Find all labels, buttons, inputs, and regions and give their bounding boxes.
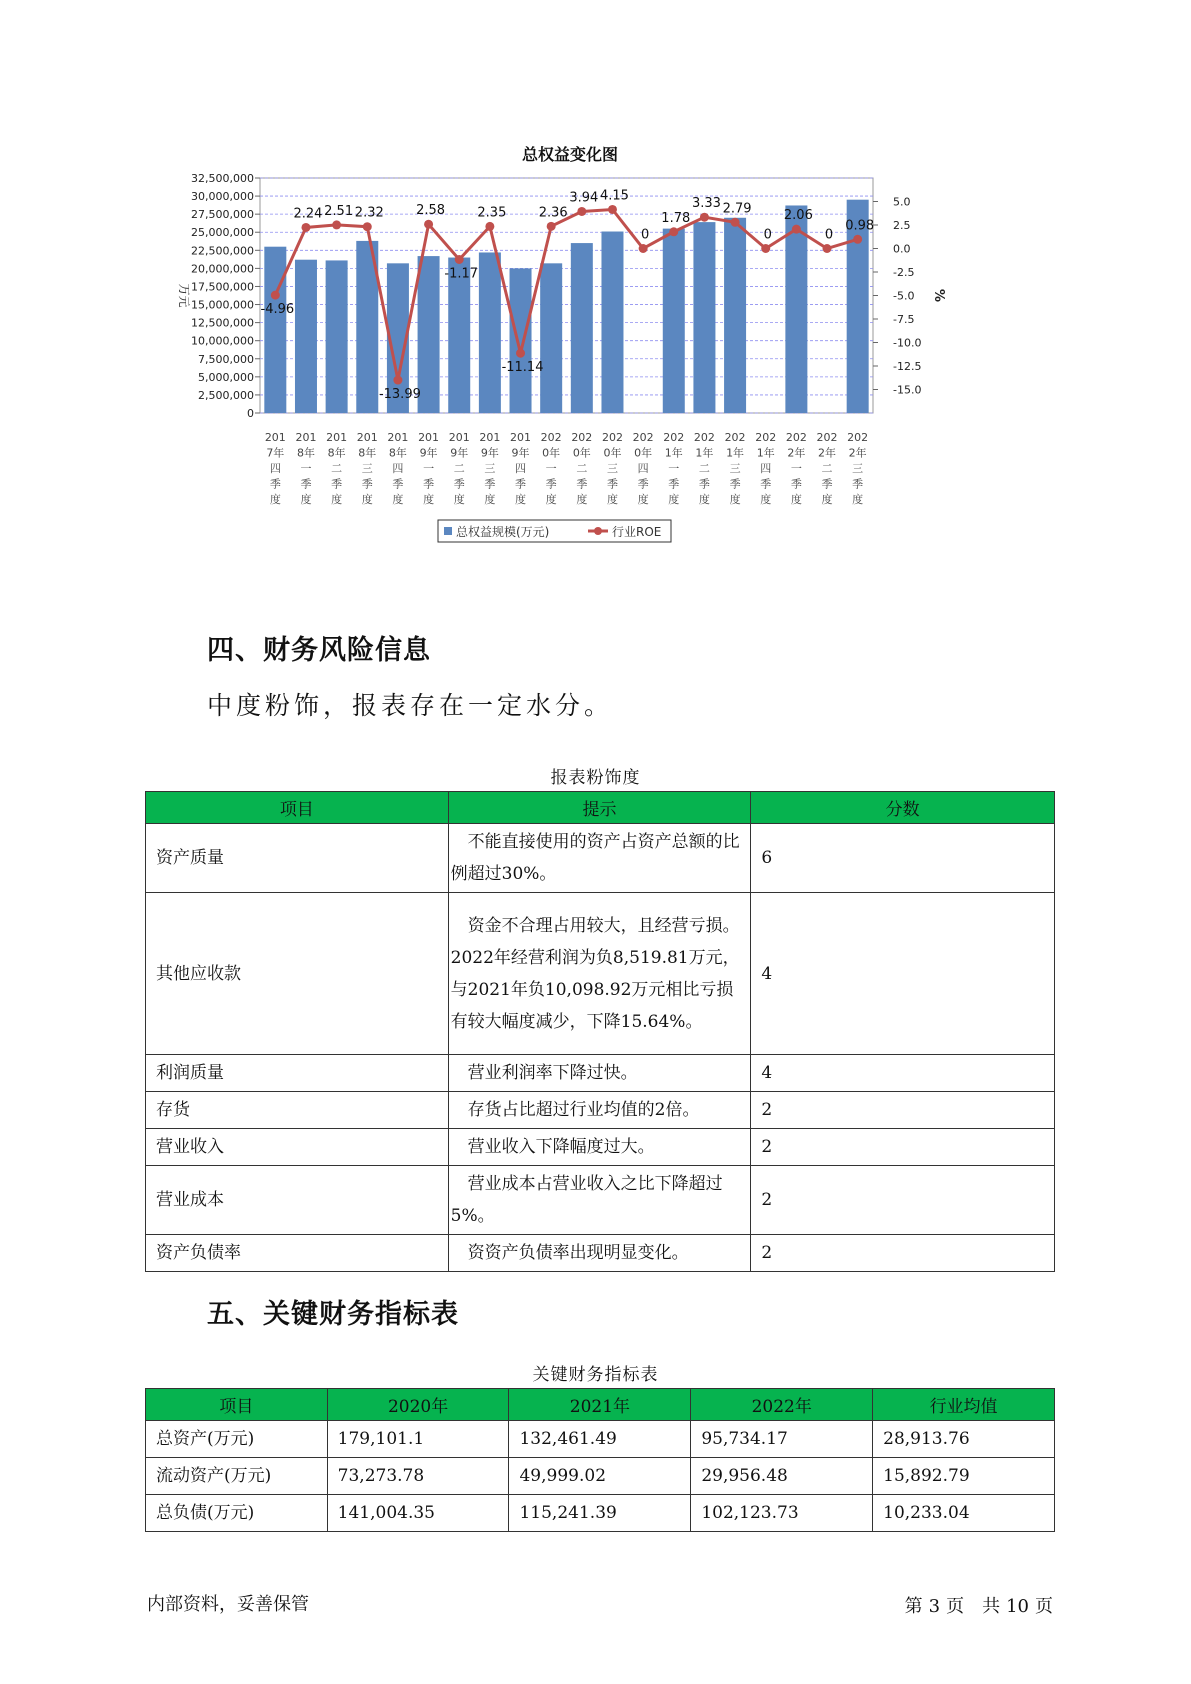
x-tick-label: 9年: [480, 446, 499, 460]
x-tick-label: 季: [790, 477, 802, 491]
risk-item: 利润质量: [146, 1055, 449, 1092]
x-tick-label: 度: [852, 493, 864, 506]
x-tick-label: 2年: [818, 446, 837, 460]
bar: [571, 243, 593, 413]
roe-data-label: 2.35: [477, 205, 507, 221]
chart-svg: [170, 130, 970, 600]
x-tick-label: 季: [361, 477, 373, 491]
roe-point: [669, 227, 678, 236]
bar: [540, 263, 562, 413]
risk-tip: 营业成本占营业收入之比下降超过5%。: [448, 1166, 751, 1235]
roe-data-label: 3.94: [569, 190, 599, 206]
x-tick-label: 一: [790, 462, 802, 475]
table-row: [146, 824, 1055, 893]
x-tick-label: 8年: [388, 446, 407, 460]
bar: [264, 247, 286, 413]
risk-tip: 资金不合理占用较大，且经营亏损。2022年经营利润为负8,519.81万元，与2021年负10,098.92万元相比亏损有较大幅度减少，下降15.64%。: [448, 893, 751, 1055]
x-tick-label: 9年: [419, 446, 438, 460]
x-tick-label: 度: [576, 493, 588, 506]
metric-name: 流动资产(万元): [146, 1458, 328, 1495]
x-tick-label: 度: [729, 493, 741, 506]
x-tick-label: 季: [269, 477, 281, 491]
risk-tip: 存货占比超过行业均值的2倍。: [448, 1092, 751, 1129]
x-tick-label: 季: [515, 477, 527, 491]
roe-data-label: 2.51: [324, 203, 354, 219]
x-tick-label: 四: [760, 462, 772, 475]
x-tick-label: 季: [423, 477, 435, 491]
chart-title: 总权益变化图: [521, 145, 618, 164]
x-tick-label: 201: [448, 431, 470, 444]
bar: [724, 218, 746, 413]
y2-tick-label: -7.5: [893, 313, 915, 326]
roe-point: [455, 255, 464, 264]
risk-score: 4: [751, 893, 1055, 1055]
x-tick-label: 季: [760, 477, 772, 491]
key-table-header: [146, 1389, 1055, 1421]
roe-data-label: 2.06: [783, 208, 813, 224]
x-tick-label: 季: [729, 477, 741, 491]
x-tick-label: 201: [264, 431, 286, 444]
y-tick-label: 0: [247, 407, 254, 420]
x-tick-label: 202: [847, 431, 869, 444]
x-tick-label: 三: [606, 462, 618, 475]
x-tick-label: 201: [418, 431, 440, 444]
page-total: 10: [1006, 1596, 1029, 1617]
x-tick-label: 202: [663, 431, 685, 444]
x-tick-label: 0年: [542, 446, 561, 460]
roe-point: [761, 244, 770, 253]
x-tick-label: 三: [484, 462, 496, 475]
roe-point: [516, 349, 525, 358]
x-tick-label: 度: [453, 493, 465, 506]
header-2021: 2021年: [509, 1389, 691, 1421]
x-tick-label: 202: [816, 431, 838, 444]
x-tick-label: 季: [576, 477, 588, 491]
y-tick-label: 20,000,000: [191, 262, 254, 276]
roe-point: [363, 222, 372, 231]
risk-score: 2: [751, 1235, 1055, 1272]
x-tick-label: 202: [724, 431, 746, 444]
roe-data-label: 0: [763, 227, 772, 243]
x-tick-label: 一: [545, 462, 557, 475]
risk-item: 其他应收款: [146, 893, 449, 1055]
roe-data-label: -1.17: [444, 266, 479, 282]
x-tick-label: 度: [515, 493, 527, 506]
x-tick-label: 201: [356, 431, 378, 444]
x-tick-label: 度: [392, 493, 404, 506]
roe-point: [608, 205, 617, 214]
x-tick-label: 三: [361, 462, 373, 475]
x-tick-label: 二: [576, 462, 588, 475]
metric-industry-avg: 10,233.04: [873, 1495, 1055, 1532]
y2-tick-label: 0.0: [893, 242, 911, 256]
roe-point: [485, 222, 494, 231]
section5-heading: 五、关键财务指标表: [207, 1299, 459, 1330]
table-row: [146, 1055, 1055, 1092]
metric-2022: 29,956.48: [691, 1458, 873, 1495]
x-tick-label: 度: [331, 493, 343, 506]
y2-tick-label: 5.0: [893, 195, 911, 209]
bar: [785, 205, 807, 413]
roe-data-label: 0: [640, 227, 650, 243]
legend-bar-label: 总权益规模(万元): [456, 525, 550, 539]
section4-paragraph: 中度粉饰，报表存在一定水分。: [207, 691, 614, 720]
risk-table-caption: 报表粉饰度: [550, 768, 641, 788]
x-tick-label: 9年: [511, 446, 530, 460]
bar: [663, 229, 685, 413]
roe-point: [301, 223, 310, 232]
y2-tick-label: -10.0: [893, 336, 922, 350]
table-row: [146, 1166, 1055, 1235]
x-tick-label: 度: [361, 493, 373, 506]
table-row: [146, 1129, 1055, 1166]
roe-data-label: 2.79: [722, 201, 752, 217]
x-tick-label: 1年: [726, 446, 745, 460]
x-tick-label: 202: [540, 431, 562, 444]
y-tick-label: 15,000,000: [191, 298, 254, 312]
y-tick-label: 7,500,000: [198, 352, 254, 366]
legend-line-label: 行业ROE: [612, 525, 662, 539]
y-tick-label: 12,500,000: [191, 316, 254, 330]
footer-page-number: [902, 1592, 1056, 1618]
y-tick-label: 27,500,000: [191, 208, 254, 222]
equity-chart: [170, 130, 970, 600]
roe-data-label: -4.96: [260, 302, 295, 318]
metric-2020: 73,273.78: [327, 1458, 509, 1495]
x-tick-label: 201: [326, 431, 348, 444]
x-tick-label: 季: [606, 477, 618, 491]
y-tick-label: 17,500,000: [191, 280, 254, 294]
x-tick-label: 度: [300, 493, 312, 506]
x-tick-label: 一: [300, 462, 312, 475]
x-tick-label: 0年: [572, 446, 591, 460]
x-tick-label: 202: [571, 431, 593, 444]
risk-score: 2: [751, 1129, 1055, 1166]
x-tick-label: 度: [790, 493, 802, 506]
x-tick-label: 二: [453, 462, 465, 475]
metric-name: 总负债(万元): [146, 1495, 328, 1532]
x-tick-label: 季: [545, 477, 557, 491]
x-tick-label: 202: [755, 431, 777, 444]
metric-2020: 141,004.35: [327, 1495, 509, 1532]
metric-industry-avg: 28,913.76: [873, 1421, 1055, 1458]
risk-score: 2: [751, 1092, 1055, 1129]
y-tick-label: 25,000,000: [191, 226, 254, 240]
x-tick-label: 度: [423, 493, 435, 506]
x-tick-label: 四: [637, 462, 649, 475]
x-tick-label: 四: [515, 462, 527, 475]
x-tick-label: 1年: [664, 446, 683, 460]
risk-score: 4: [751, 1055, 1055, 1092]
roe-data-label: 3.33: [691, 196, 721, 212]
page-mid: 页 共: [946, 1596, 1001, 1617]
x-tick-label: 季: [484, 477, 496, 491]
roe-point: [424, 220, 433, 229]
x-tick-label: 2年: [787, 446, 806, 460]
risk-item: 资产质量: [146, 824, 449, 893]
x-tick-label: 二: [821, 462, 833, 475]
roe-data-label: -13.99: [378, 387, 421, 403]
x-tick-label: 一: [423, 462, 435, 475]
roe-data-label: 0.98: [845, 218, 875, 234]
roe-point: [332, 220, 341, 229]
roe-data-label: 2.36: [538, 205, 568, 221]
table-row: [146, 893, 1055, 1055]
roe-point: [853, 235, 862, 244]
key-table-caption: 关键财务指标表: [532, 1365, 659, 1385]
roe-point: [823, 244, 832, 253]
risk-item: 营业成本: [146, 1166, 449, 1235]
roe-data-label: 2.32: [354, 205, 384, 221]
x-tick-label: 202: [601, 431, 623, 444]
x-tick-label: 7年: [266, 446, 285, 460]
x-tick-label: 四: [392, 462, 404, 475]
x-tick-label: 202: [632, 431, 654, 444]
x-tick-label: 0年: [634, 446, 653, 460]
bar: [479, 252, 501, 413]
metric-2020: 179,101.1: [327, 1421, 509, 1458]
bar: [510, 268, 532, 413]
risk-score: 2: [751, 1166, 1055, 1235]
roe-data-label: 2.58: [416, 203, 446, 219]
roe-point: [731, 218, 740, 227]
x-tick-label: 201: [510, 431, 532, 444]
header-industry-avg: 行业均值: [873, 1389, 1055, 1421]
x-tick-label: 四: [269, 462, 281, 475]
x-tick-label: 三: [852, 462, 864, 475]
metric-name: 总资产(万元): [146, 1421, 328, 1458]
risk-tip: 营业收入下降幅度过大。: [448, 1129, 751, 1166]
x-tick-label: 9年: [450, 446, 469, 460]
y2-tick-label: -5.0: [893, 289, 915, 303]
roe-point: [639, 244, 648, 253]
x-tick-label: 二: [331, 462, 343, 475]
roe-data-label: 2.24: [293, 206, 323, 222]
roe-point: [700, 213, 709, 222]
y-tick-label: 2,500,000: [198, 388, 254, 402]
x-tick-label: 1年: [695, 446, 714, 460]
y-tick-label: 30,000,000: [191, 190, 254, 204]
roe-point: [577, 207, 586, 216]
x-tick-label: 季: [821, 477, 833, 491]
metric-2021: 49,999.02: [509, 1458, 691, 1495]
x-tick-label: 季: [852, 477, 864, 491]
x-tick-label: 季: [637, 477, 649, 491]
risk-item: 存货: [146, 1092, 449, 1129]
x-tick-label: 度: [484, 493, 496, 506]
table-row: [146, 1092, 1055, 1129]
x-tick-label: 0年: [603, 446, 622, 460]
roe-point: [393, 376, 402, 385]
bar: [295, 260, 317, 413]
x-tick-label: 201: [387, 431, 409, 444]
roe-data-label: 1.78: [661, 210, 691, 226]
x-tick-label: 201: [479, 431, 501, 444]
x-tick-label: 度: [606, 493, 618, 506]
legend-line-marker: [594, 527, 602, 535]
section4-heading: 四、财务风险信息: [207, 635, 431, 666]
x-tick-label: 度: [637, 493, 649, 506]
y-tick-label: 10,000,000: [191, 334, 254, 348]
risk-item: 营业收入: [146, 1129, 449, 1166]
roe-data-label: -11.14: [501, 360, 544, 376]
metric-2021: 132,461.49: [509, 1421, 691, 1458]
metric-2022: 102,123.73: [691, 1495, 873, 1532]
bar: [601, 232, 623, 413]
legend-bar-swatch: [444, 527, 452, 535]
x-tick-label: 一: [668, 462, 680, 475]
y2-tick-label: 2.5: [893, 219, 911, 232]
risk-tip: 不能直接使用的资产占资产总额的比例超过30%。: [448, 824, 751, 893]
x-tick-label: 季: [698, 477, 710, 491]
x-tick-label: 度: [821, 493, 833, 506]
x-tick-label: 8年: [358, 446, 377, 460]
header-item: 项目: [146, 792, 449, 824]
page-suffix: 页: [1035, 1596, 1053, 1617]
y-tick-label: 32,500,000: [191, 172, 254, 185]
metric-industry-avg: 15,892.79: [873, 1458, 1055, 1495]
roe-point: [547, 222, 556, 231]
table-row: [146, 1495, 1055, 1532]
x-tick-label: 季: [668, 477, 680, 491]
roe-point: [271, 291, 280, 300]
risk-table: [145, 791, 1055, 1272]
risk-table-header: [146, 792, 1055, 824]
x-tick-label: 度: [698, 493, 710, 506]
bar: [693, 222, 715, 413]
x-tick-label: 度: [668, 493, 680, 506]
x-tick-label: 202: [785, 431, 807, 444]
page-prefix: 第: [904, 1596, 923, 1617]
roe-point: [792, 225, 801, 234]
x-tick-label: 度: [545, 493, 557, 506]
x-tick-label: 二: [698, 462, 710, 475]
x-tick-label: 1年: [756, 446, 775, 460]
roe-data-label: 0: [824, 227, 834, 243]
key-metrics-table: [145, 1388, 1055, 1532]
roe-data-label: 4.15: [599, 188, 629, 204]
table-row: [146, 1235, 1055, 1272]
bar: [326, 260, 348, 413]
metric-2021: 115,241.39: [509, 1495, 691, 1532]
y-axis-label: 万元: [177, 283, 191, 308]
risk-tip: 资资产负债率出现明显变化。: [448, 1235, 751, 1272]
x-tick-label: 8年: [296, 446, 315, 460]
header-2022: 2022年: [691, 1389, 873, 1421]
x-tick-label: 季: [331, 477, 343, 491]
x-tick-label: 2年: [848, 446, 867, 460]
x-tick-label: 度: [269, 493, 281, 506]
header-tip: 提示: [448, 792, 751, 824]
y2-tick-label: -15.0: [893, 383, 922, 397]
x-tick-label: 季: [453, 477, 465, 491]
header-item: 项目: [146, 1389, 328, 1421]
x-tick-label: 202: [693, 431, 715, 444]
metric-2022: 95,734.17: [691, 1421, 873, 1458]
y2-tick-label: -2.5: [893, 266, 915, 279]
footer-confidential: 内部资料，妥善保管: [147, 1594, 309, 1615]
y2-tick-label: -12.5: [893, 360, 922, 373]
y-tick-label: 5,000,000: [198, 370, 254, 384]
x-tick-label: 8年: [327, 446, 346, 460]
header-2020: 2020年: [327, 1389, 509, 1421]
x-tick-label: 季: [392, 477, 404, 491]
y-tick-label: 22,500,000: [191, 244, 254, 258]
x-tick-label: 201: [295, 431, 317, 444]
y2-axis-label: %: [931, 288, 946, 303]
risk-item: 资产负债率: [146, 1235, 449, 1272]
risk-tip: 营业利润率下降过快。: [448, 1055, 751, 1092]
risk-score: 6: [751, 824, 1055, 893]
page-current: 3: [928, 1596, 941, 1617]
x-tick-label: 季: [300, 477, 312, 491]
x-tick-label: 度: [760, 493, 772, 506]
table-row: [146, 1458, 1055, 1495]
table-row: [146, 1421, 1055, 1458]
header-score: 分数: [751, 792, 1055, 824]
x-tick-label: 三: [729, 462, 741, 475]
